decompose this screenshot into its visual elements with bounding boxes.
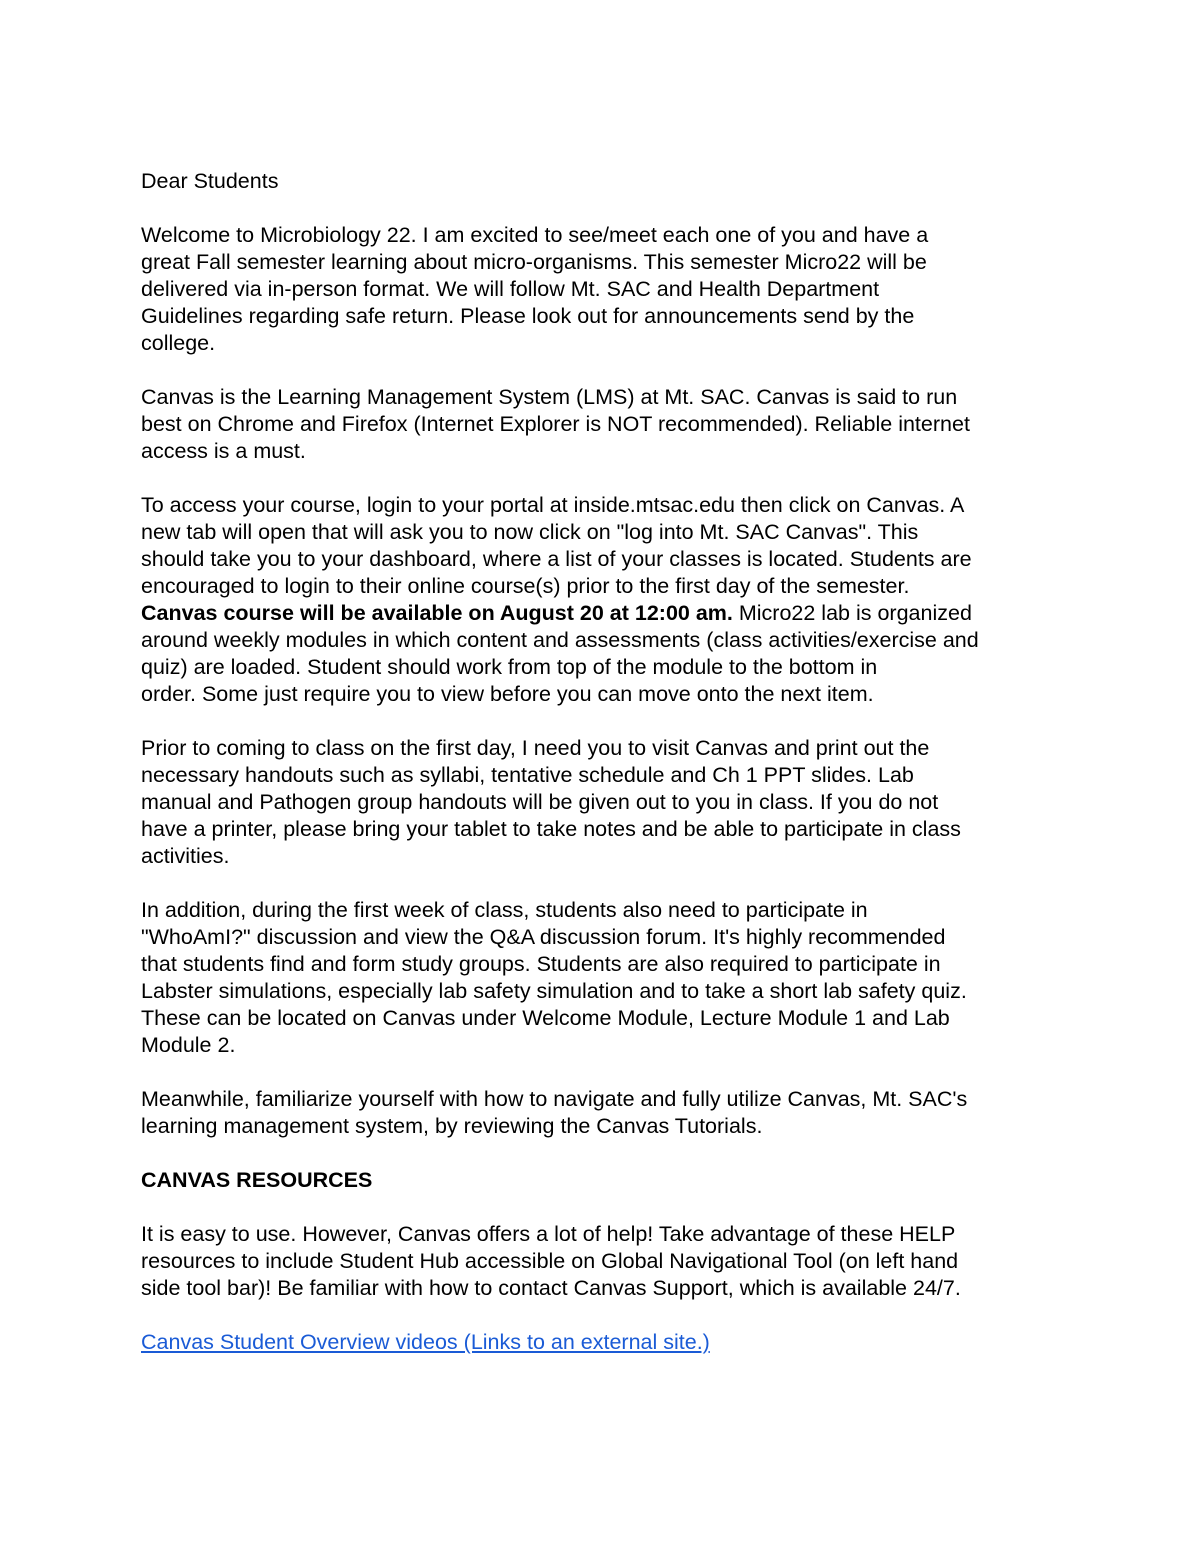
text-line: manual and Pathogen group handouts will be given out to you in class. If you do not — [141, 790, 939, 814]
text-line: Welcome to Microbiology 22. I am excited to see/meet each one of you and have a — [141, 223, 929, 247]
paragraph-help-resources — [141, 1221, 1071, 1302]
text-line: activities. — [141, 844, 230, 868]
paragraph-first-day — [141, 735, 1071, 870]
section-heading: CANVAS RESOURCES — [141, 1168, 373, 1192]
text-line: In addition, during the first week of class, students also need to participate in — [141, 898, 868, 922]
text-line: necessary handouts such as syllabi, tentative schedule and Ch 1 PPT slides. Lab — [141, 763, 914, 787]
greeting-text: Dear Students — [141, 169, 279, 193]
text-fragment: Micro22 lab is organized — [732, 601, 972, 625]
availability-notice: Canvas course will be available on August 20 at 12:00 am. — [141, 601, 733, 625]
text-line: Module 2. — [141, 1033, 236, 1057]
text-line: new tab will open that will ask you to now click on "log into Mt. SAC Canvas". This — [141, 520, 919, 544]
text-line: Canvas is the Learning Management System (LMS) at Mt. SAC. Canvas is said to run — [141, 385, 958, 409]
text-line: order. Some just require you to view before you can move onto the next item. — [141, 682, 874, 706]
paragraph-access-course — [141, 492, 1071, 708]
paragraph-canvas-lms — [141, 384, 1071, 465]
text-line: quiz) are loaded. Student should work from top of the module to the bottom in — [141, 655, 878, 679]
text-line: around weekly modules in which content and assessments (class activities/exercise and — [141, 628, 979, 652]
text-line: Labster simulations, especially lab safety simulation and to take a short lab safety quiz. — [141, 979, 967, 1003]
paragraph-welcome — [141, 222, 1071, 357]
text-line: These can be located on Canvas under Welcome Module, Lecture Module 1 and Lab — [141, 1006, 950, 1030]
text-line: Prior to coming to class on the first day, I need you to visit Canvas and print out the — [141, 736, 930, 760]
text-line: To access your course, login to your portal at inside.mtsac.edu then click on Canvas. A — [141, 493, 965, 517]
text-line: side tool bar)! Be familiar with how to contact Canvas Support, which is available 24/7. — [141, 1276, 961, 1300]
text-line: that students find and form study groups. Students are also required to participate in — [141, 952, 941, 976]
text-line: have a printer, please bring your tablet to take notes and be able to participate in class — [141, 817, 961, 841]
text-line: Guidelines regarding safe return. Please look out for announcements send by the — [141, 304, 915, 328]
text-line: great Fall semester learning about micro-organisms. This semester Micro22 will be — [141, 250, 927, 274]
text-line: access is a must. — [141, 439, 306, 463]
link-paragraph — [141, 1329, 1071, 1356]
text-line: It is easy to use. However, Canvas offers a lot of help! Take advantage of these HELP — [141, 1222, 956, 1246]
letter-body — [141, 168, 1071, 1356]
text-line: college. — [141, 331, 216, 355]
greeting — [141, 168, 1071, 195]
text-line-mixed — [141, 600, 1071, 627]
text-line: best on Chrome and Firefox (Internet Explorer is NOT recommended). Reliable internet — [141, 412, 970, 436]
text-line: encouraged to login to their online course(s) prior to the first day of the semester. — [141, 574, 910, 598]
text-line: "WhoAmI?" discussion and view the Q&A discussion forum. It's highly recommended — [141, 925, 946, 949]
paragraph-meanwhile — [141, 1086, 1071, 1140]
text-line: Meanwhile, familiarize yourself with how to navigate and fully utilize Canvas, Mt. SAC's — [141, 1087, 968, 1111]
text-line: should take you to your dashboard, where a list of your classes is located. Students are — [141, 547, 972, 571]
canvas-overview-videos-link[interactable]: Canvas Student Overview videos (Links to an external site.) — [141, 1330, 710, 1354]
resources-heading — [141, 1167, 1071, 1194]
text-line: learning management system, by reviewing the Canvas Tutorials. — [141, 1114, 763, 1138]
text-line: delivered via in-person format. We will follow Mt. SAC and Health Department — [141, 277, 880, 301]
text-line: resources to include Student Hub accessible on Global Navigational Tool (on left hand — [141, 1249, 959, 1273]
paragraph-first-week — [141, 897, 1071, 1059]
